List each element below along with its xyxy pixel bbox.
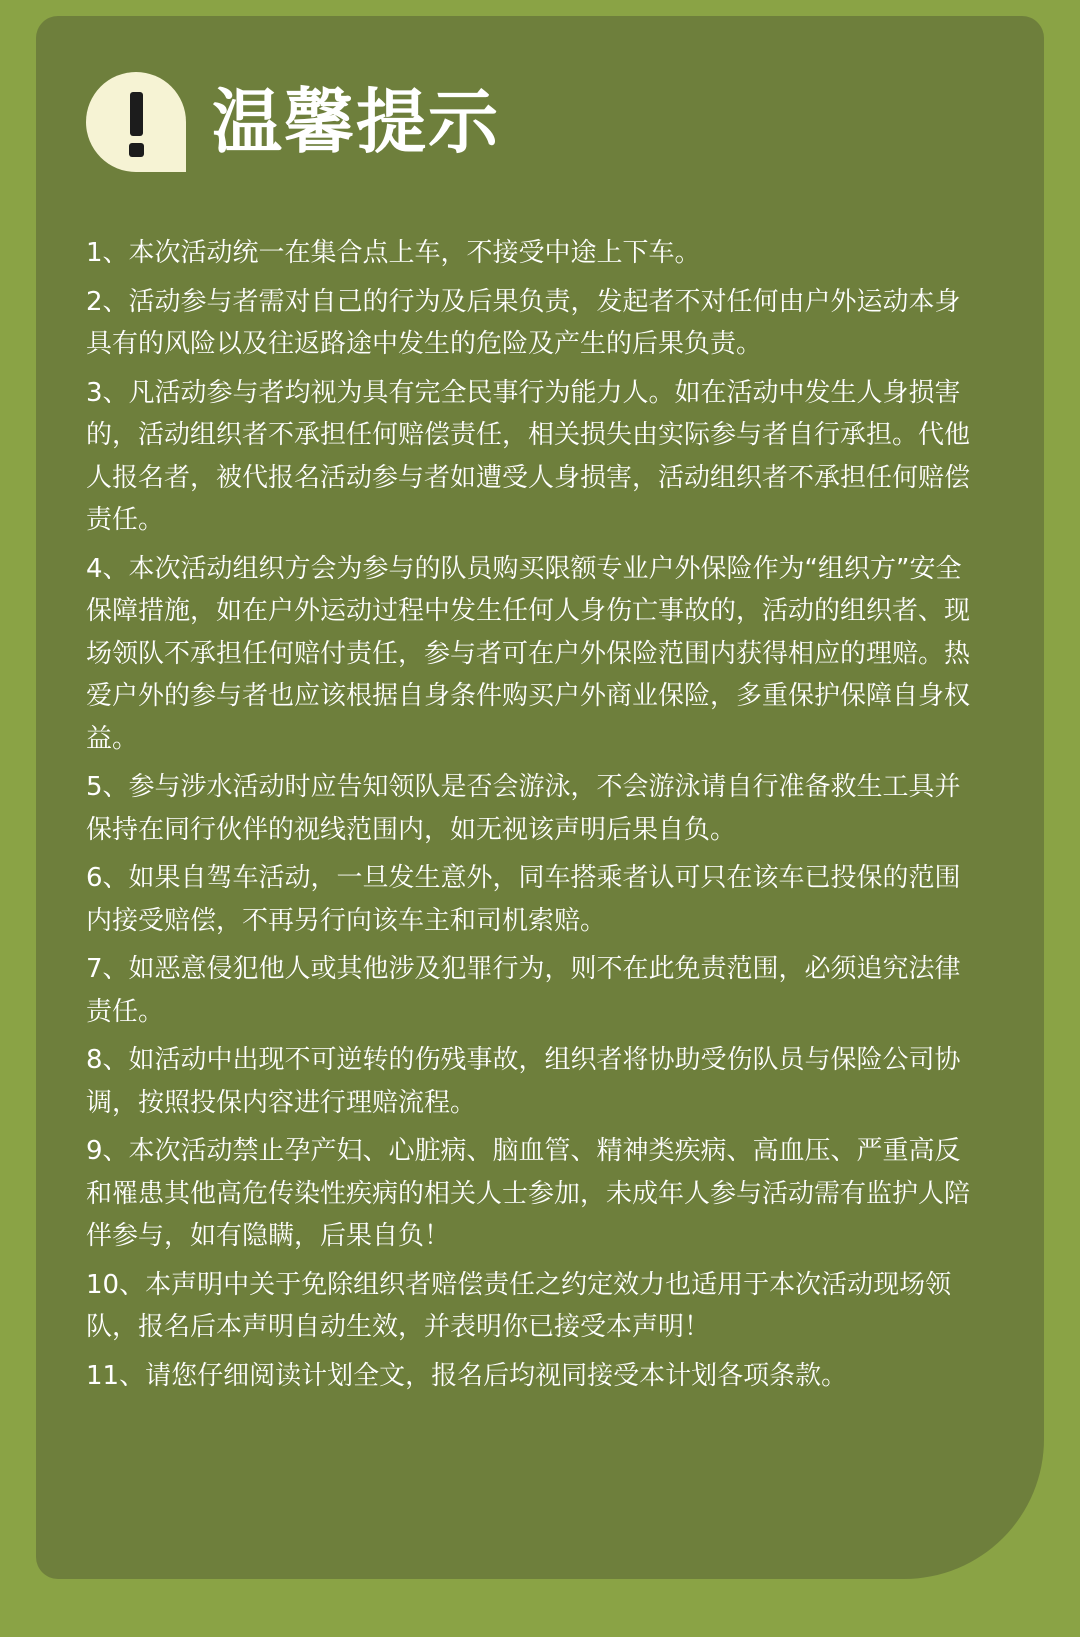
notice-header (86, 72, 500, 172)
term-item-6: 6、如果自驾车活动，一旦发生意外，同车搭乘者认可只在该车已投保的范围内接受赔偿，不再另行向该车主和司机索赔。 (86, 863, 961, 936)
term-item-10: 10、本声明中关于免除组织者赔偿责任之约定效力也适用于本次活动现场领队，报名后本声明自动生效，并表明你已接受本声明！ (86, 1269, 952, 1342)
exclamation-icon (86, 72, 186, 172)
term-item-11: 11、请您仔细阅读计划全文，报名后均视同接受本计划各项条款。 (86, 1360, 848, 1391)
term-item-5: 5、参与涉水活动时应告知领队是否会游泳，不会游泳请自行准备救生工具并保持在同行伙伴的视线范围内，如无视该声明后果自负。 (86, 772, 961, 845)
page-title: 温馨提示 (212, 81, 500, 163)
term-item-4: 4、本次活动组织方会为参与的队员购买限额专业户外保险作为“组织方”安全保障措施，如在户外运动过程中发生任何人身伤亡事故的，活动的组织者、现场领队不承担任何赔付责任，参与者可在户外保险范围内获得相应的理赔。热爱户外的参与者也应该根据自身条件购买户外商业保险，多重保护保障自身权益。 (86, 553, 971, 754)
exclamation-dot (129, 143, 144, 157)
term-item-1: 1、本次活动统一在集合点上车，不接受中途上下车。 (86, 238, 701, 268)
term-item-3: 3、凡活动参与者均视为具有完全民事行为能力人。如在活动中发生人身损害的，活动组织者不承担任何赔偿责任，相关损失由实际参与者自行承担。代他人报名者，被代报名活动参与者如遭受人身损害，活动组织者不承担任何赔偿责任。 (86, 377, 971, 535)
terms-list (86, 232, 986, 1403)
term-item-7: 7、如恶意侵犯他人或其他涉及犯罪行为，则不在此免责范围，必须追究法律责任。 (86, 954, 961, 1027)
notice-card (36, 16, 1044, 1579)
term-item-8: 8、如活动中出现不可逆转的伤残事故，组织者将协助受伤队员与保险公司协调，按照投保内容进行理赔流程。 (86, 1045, 961, 1118)
exclamation-bar (130, 92, 143, 136)
term-item-9: 9、本次活动禁止孕产妇、心脏病、脑血管、精神类疾病、高血压、严重高反和罹患其他高危传染性疾病的相关人士参加，未成年人参与活动需有监护人陪伴参与，如有隐瞒，后果自负！ (86, 1136, 971, 1251)
term-item-2: 2、活动参与者需对自己的行为及后果负责，发起者不对任何由户外运动本身具有的风险以及往返路途中发生的危险及产生的后果负责。 (86, 286, 961, 359)
